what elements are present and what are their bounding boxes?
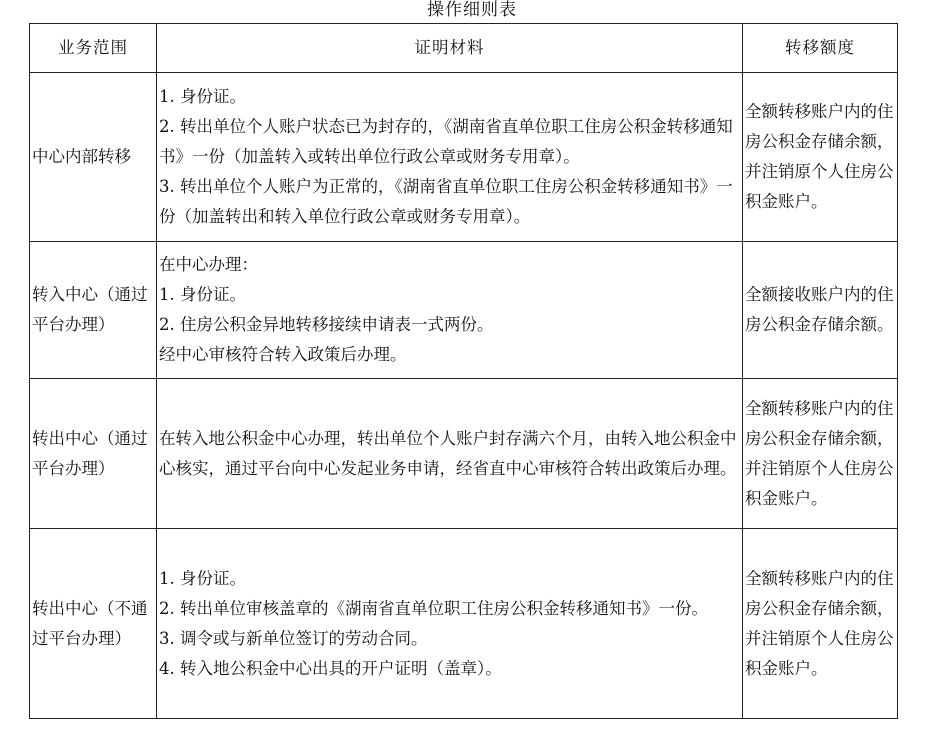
scope-cell: 中心内部转移 — [30, 73, 157, 242]
material-line: 经中心审核符合转入政策后办理。 — [159, 345, 407, 364]
materials-cell — [157, 379, 743, 529]
material-line: 2. 转出单位审核盖章的《湖南省直单位职工住房公积金转移通知书》一份。 — [159, 598, 708, 618]
scope-cell: 转出中心（通过平台办理） — [30, 379, 157, 529]
material-line: 在转入地公积金中心办理，转出单位个人账户封存满六个月，由转入地公积金中心核实，通过平台向中心发起业务申请，经省直中心审核符合转出政策后办理。 — [159, 428, 737, 478]
material-line: 3. 转出单位个人账户为正常的，《湖南省直单位职工住房公积金转移通知书》一份（加盖转出和转入单位行政公章或财务专用章）。 — [159, 177, 733, 226]
material-line: 2. 转出单位个人账户状态已为封存的，《湖南省直单位职工住房公积金转移通知书》一份（加盖转入或转出单位行政公章或财务专用章）。 — [159, 117, 733, 166]
quota-cell: 全额转移账户内的住房公积金存储余额，并注销原个人住房公积金账户。 — [743, 73, 898, 242]
header-row — [30, 24, 898, 73]
header-scope: 业务范围 — [30, 24, 157, 73]
table-title: 操作细则表 — [427, 0, 517, 20]
materials-cell — [157, 73, 743, 242]
material-line: 4. 转入地公积金中心出具的开户证明（盖章）。 — [159, 658, 502, 678]
scope-cell: 转入中心（通过平台办理） — [30, 242, 157, 379]
operation-rules-table — [29, 23, 898, 719]
header-materials: 证明材料 — [157, 24, 743, 73]
material-line: 2. 住房公积金异地转移接续申请表一式两份。 — [159, 315, 494, 334]
table-row — [30, 73, 898, 242]
table-row — [30, 529, 898, 719]
material-line: 1. 身份证。 — [159, 568, 246, 588]
material-line: 1. 身份证。 — [159, 285, 246, 304]
table-row — [30, 242, 898, 379]
quota-cell: 全额转移账户内的住房公积金存储余额，并注销原个人住房公积金账户。 — [743, 379, 898, 529]
materials-cell — [157, 529, 743, 719]
scope-cell: 转出中心（不通过平台办理） — [30, 529, 157, 719]
quota-cell: 全额转移账户内的住房公积金存储余额，并注销原个人住房公积金账户。 — [743, 529, 898, 719]
header-quota: 转移额度 — [743, 24, 898, 73]
table-row — [30, 379, 898, 529]
material-line: 1. 身份证。 — [159, 87, 246, 106]
material-line: 在中心办理： — [159, 255, 258, 274]
quota-cell: 全额接收账户内的住房公积金存储余额。 — [743, 242, 898, 379]
material-line: 3. 调令或与新单位签订的劳动合同。 — [159, 628, 428, 648]
materials-cell — [157, 242, 743, 379]
